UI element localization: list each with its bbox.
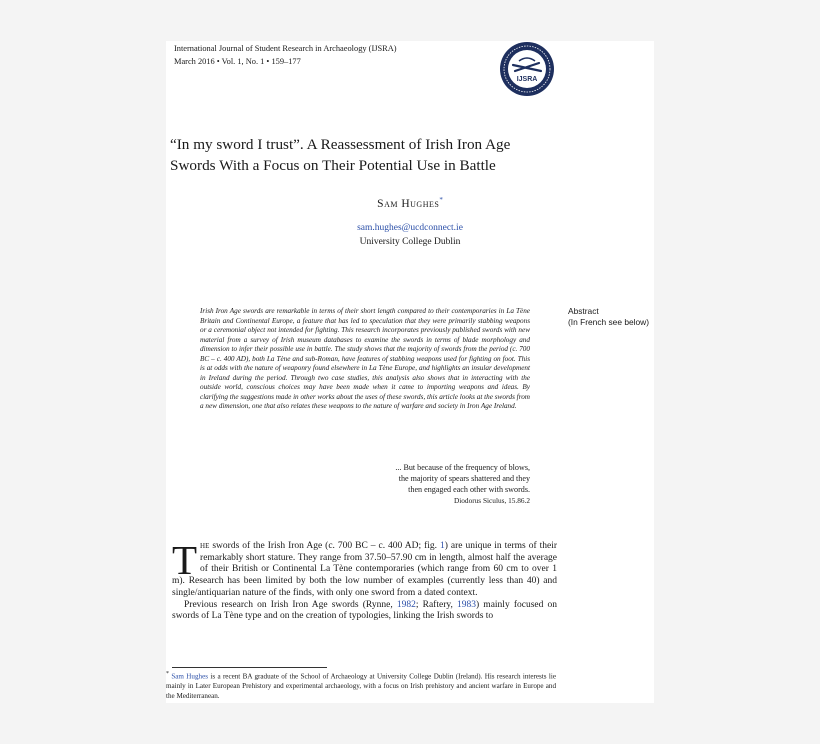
abstract-text: Irish Iron Age swords are remarkable in terms of their short length compared to their contemporaries in La Tène Britain and Continental Europe, a feature that has led to speculation that they were primarily stabbing weapons or a ceremonial object not intended for fighting. This research incorporates previously published swords with new material from a survey of Irish museum databases to examine the swords in terms of blade morphology and dimension to infer their possible use in battle. The study shows that the majority of swords from the period (c. 700 BC – c. 400 AD), both La Tène and sub-Roman, have features of stabbing weapons used for fighting on foot. This is at odds with the nature of weaponry found elsewhere in La Tène Europe, and highlights an insular development in Ireland during the period. Through two case studies, this analysis also shows that in interacting with the outside world, conscious choices may have been made when it came to importing weapons and ideas. By clarifying the suggestions made in other works about the uses of these swords, this article looks at the swords from a new dimension, one that also relates these weapons to the nature of warfare and society in Iron Age Ireland.: [200, 307, 530, 410]
paragraph-2: Previous research on Irish Iron Age swords (Rynne, 1982; Raftery, 1983) mainly focused on swords of La Tène type and on the creation of typologies, linking the Irish swords to: [172, 599, 557, 622]
abstract-french-note: (In French see below): [568, 317, 649, 327]
abstract-label: Abstract: [568, 306, 599, 316]
footnote-rule: [172, 667, 327, 668]
author-line: [166, 196, 654, 210]
figure-link[interactable]: 1: [439, 541, 445, 551]
author-footnote-mark[interactable]: *: [439, 196, 443, 204]
footnote-author-link[interactable]: Sam Hughes: [171, 672, 208, 681]
epigraph: ... But because of the frequency of blows, the majority of spears shattered and they then engaged each other with swords. Diodorus Siculus, 15.86.2: [330, 462, 530, 506]
footnote-mark: *: [166, 671, 169, 677]
epigraph-source: Diodorus Siculus, 15.86.2: [453, 496, 530, 505]
author-name: Sam Hughes: [377, 197, 440, 210]
footnote: * Sam Hughes is a recent BA graduate of the School of Archaeology at University College Dublin (Ireland). His research interests lie mainly in Later European Prehistory and experimental archaeology, with a focus on Irish prehistory and ancient warfare in Europe and the Mediterranean.: [166, 671, 557, 700]
paragraph-1: The swords of the Irish Iron Age (c. 700 BC – c. 400 AD; fig. 1) are unique in terms of their remarkably short stature. They range from 37.50–57.90 cm in length, almost half the average of their British or Continental La Tène contemporaries (which range from 60 cm to over 1 m). Research has been limited by both the low number of examples (currently less than 40) and single/antiquarian nature of the finds, with only one sword from a dated context.: [172, 537, 557, 598]
issue-info: March 2016 • Vol. 1, No. 1 • 159–177: [174, 57, 301, 66]
author-institution: University College Dublin: [359, 237, 461, 247]
citation-link-1983[interactable]: 1983: [457, 599, 477, 610]
body-text: [172, 537, 557, 623]
logo-text: IJSRA: [516, 76, 538, 83]
journal-name: International Journal of Student Research in Archaeology (IJSRA): [174, 44, 397, 53]
article-title: “In my sword I trust”. A Reassessment of Irish Iron Age Swords With a Focus on Their Potential Use in Battle: [170, 136, 511, 174]
running-header: [174, 42, 397, 68]
abstract-side-label: [568, 306, 649, 328]
drop-cap: T: [172, 537, 198, 583]
journal-logo: [499, 41, 555, 97]
citation-link-1982[interactable]: 1982: [396, 599, 416, 610]
author-email-link[interactable]: sam.hughes@ucdconnect.ie: [357, 223, 463, 233]
